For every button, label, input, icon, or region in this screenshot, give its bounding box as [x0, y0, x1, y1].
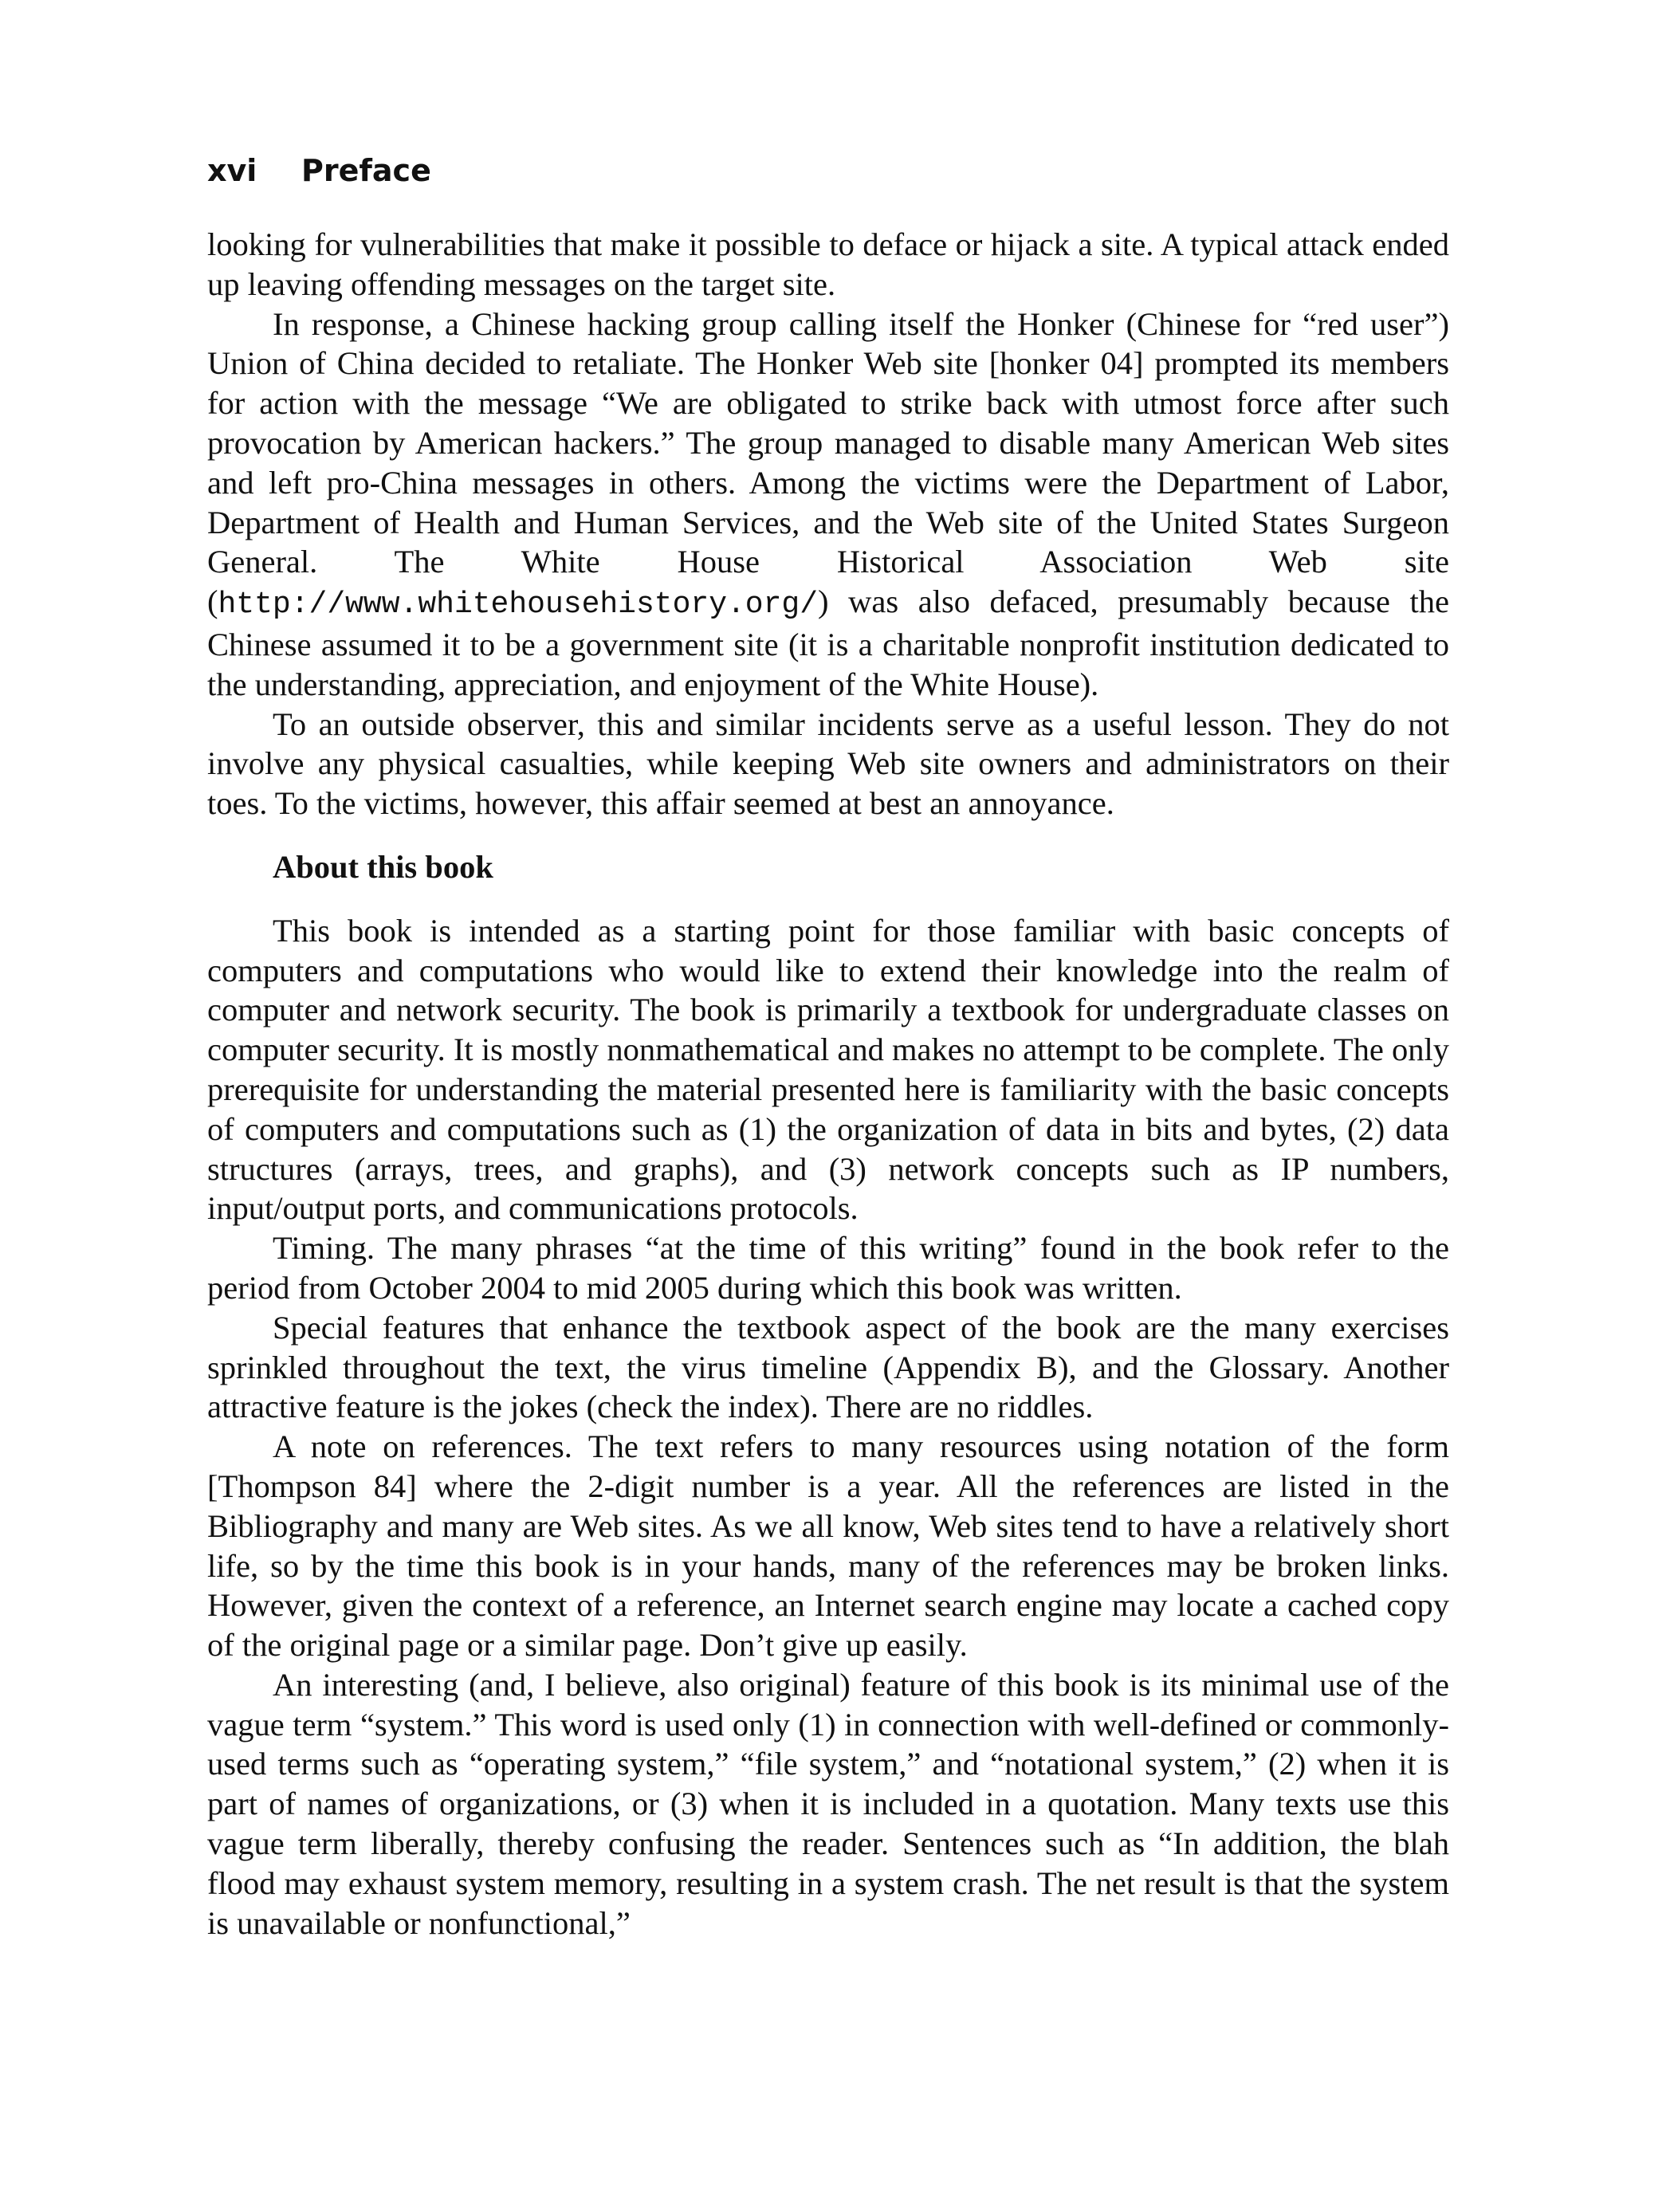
- running-title: Preface: [301, 153, 431, 188]
- whitehousehistory-url: http://www.whitehousehistory.org/: [218, 587, 819, 623]
- paragraph-intended-audience: This book is intended as a starting point for those familiar with basic concepts of computers and computations who would like to extend their knowledge into the realm of computer and network security. The book is primarily a textbook for undergraduate classes on computer security. It is mostly nonmathematical and makes no attempt to be complete. The only prerequisite for understanding the material presented here is familiarity with the basic concepts of computers and computations such as (1) the organization of data in bits and bytes, (2) data structures (arrays, trees, and graphs), and (3) network concepts such as IP numbers, input/output ports, and communications protocols.: [207, 912, 1449, 1227]
- paragraph-continued: looking for vulnerabilities that make it possible to deface or hijack a site. A typical attack ended up leaving offending messages on the target site.: [207, 226, 1449, 302]
- paragraph-system-term: An interesting (and, I believe, also original) feature of this book is its minimal use of the vague term “system.” This word is used only (1) in connection with well-defined or commonly-used terms such as “operating system,” “file system,” and “notational system,” (2) when it is part of names of organizations, or (3) when it is included in a quotation. Many texts use this vague term liberally, thereby confusing the reader. Sentences such as “In addition, the blah flood may exhaust system memory, resulting in a system crash. The net result is that the system is unavailable or nonfunctional,”: [207, 1666, 1449, 1941]
- section-heading: About this book: [273, 848, 493, 885]
- paragraph-timing: Timing. The many phrases “at the time of this writing” found in the book refer to the period from October 2004 to mid 2005 during which this book was written.: [207, 1230, 1449, 1306]
- book-page: [207, 151, 1449, 1943]
- running-head: [207, 151, 1449, 190]
- paragraph-outside-observer: To an outside observer, this and similar incidents serve as a useful lesson. They do not involve any physical casualties, while keeping Web site owners and administrators on their toes. To the victims, however, this affair seemed at best an annoyance.: [207, 705, 1449, 822]
- paragraph-honker: [207, 304, 1449, 705]
- paragraph-honker-text-start: In response, a Chinese hacking group calling itself the Honker (Chinese for “red user”) Union of China decided to retaliate. The Honker Web site [honker 04] prompted its members for action with the message “We are obligated to strike back with utmost force after such provocation by American hackers.” The group managed to disable many American Web sites and left pro-China messages in others. Among the victims were the Department of Labor, Department of Health and Human Services, and the Web site of the United States Surgeon General. The White House Historical Association Web site (: [207, 305, 1449, 620]
- page-number: xvi: [207, 153, 257, 188]
- paragraph-special-features: Special features that enhance the textbook aspect of the book are the many exercises sprinkled throughout the text, the virus timeline (Appendix B), and the Glossary. Another attractive feature is the jokes (check the index). There are no riddles.: [207, 1309, 1449, 1425]
- paragraph-honker-text-end: ) was also defaced, presumably because the Chinese assumed it to be a government site (it is a charitable nonprofit institution dedicated to the understanding, appreciation, and enjoyment of the White House).: [207, 583, 1449, 702]
- paragraph-references: A note on references. The text refers to many resources using notation of the form [Thompson 84] where the 2-digit number is a year. All the references are listed in the Bibliography and many are Web sites. As we all know, Web sites tend to have a relatively short life, so by the time this book is in your hands, many of the references may be broken links. However, given the context of a reference, an Internet search engine may locate a cached copy of the original page or a similar page. Don’t give up easily.: [207, 1428, 1449, 1664]
